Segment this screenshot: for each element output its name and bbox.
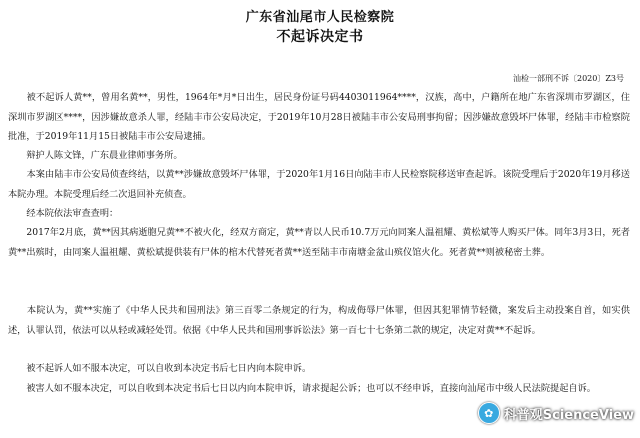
document-number: 汕检一部刑不诉〔2020〕Z3号 — [512, 74, 624, 83]
paragraph-defendant-info: 被不起诉人黄**，曾用名黄**，男性，1964年*月*日出生，居民身份证号码4403011964****，汉族，高中，户籍所在地广东省深圳市罗湖区，住深圳市罗湖区****，因涉嫌故意杀人罪，经陆丰市公安局决定，于2019年10月28日被陆丰市公安局刑事拘留；因涉嫌故意毁坏尸体罪，经陆丰市检察院批准，于2019年11月15日被陆丰市公安局逮捕。 — [8, 92, 630, 142]
issuing-authority: 广东省汕尾市人民检察院 — [245, 10, 395, 25]
paragraph-opinion: 本院认为，黄**实施了《中华人民共和国刑法》第三百零二条规定的行为，构成侮辱尸体罪，但因其犯罪情节轻微，案发后主动投案自首，如实供述，认罪认罚，依法可以从轻或减轻处罚。依据《中华人民共和国刑事诉讼法》第一百七十七条第二款的规定，决定对黄**不起诉。 — [8, 305, 630, 336]
paragraph-defendant-appeal: 被不起诉人如不服本决定，可以自收到本决定书后七日内向本院申诉。 — [8, 363, 312, 374]
document-title: 不起诉决定书 — [276, 29, 364, 45]
paragraph-victim-appeal: 被害人如不服本决定，可以自收到本决定书后七日以内向本院申诉，请求提起公诉；也可以不经申诉，直接向汕尾市中级人民法院提起自诉。 — [8, 383, 596, 394]
science-view-logo-icon: ✿ — [478, 402, 500, 424]
paragraph-case-transfer: 本案由陆丰市公安局侦查终结，以黄**涉嫌故意毁坏尸体罪，于2020年1月16日向陆丰市人民检察院移送审查起诉。该院受理后于2020年19月移送本院办理。本院受理后经二次退回补充侦查。 — [8, 169, 630, 200]
paragraph-facts: 2017年2月底，黄**因其病逝胞兄黄**不被火化，经双方商定，黄**青以人民币10.7万元向同案人温祖耀、黄松斌等人购买尸体。同年3月3日，死者黄**出殡时，由同案人温祖耀、黄松斌提供装有尸体的棺木代替死者黄**送至陆丰市南塘金盆山殡仪馆火化。死者黄**则被秘密土葬。 — [8, 227, 630, 258]
paragraph-review-heading: 经本院依法审查查明： — [8, 208, 119, 219]
paragraph-defense-lawyer: 辩护人陈文锋，广东晨业律师事务所。 — [8, 150, 183, 161]
watermark — [478, 402, 634, 424]
watermark-text: 科普观ScienceView — [503, 407, 634, 423]
